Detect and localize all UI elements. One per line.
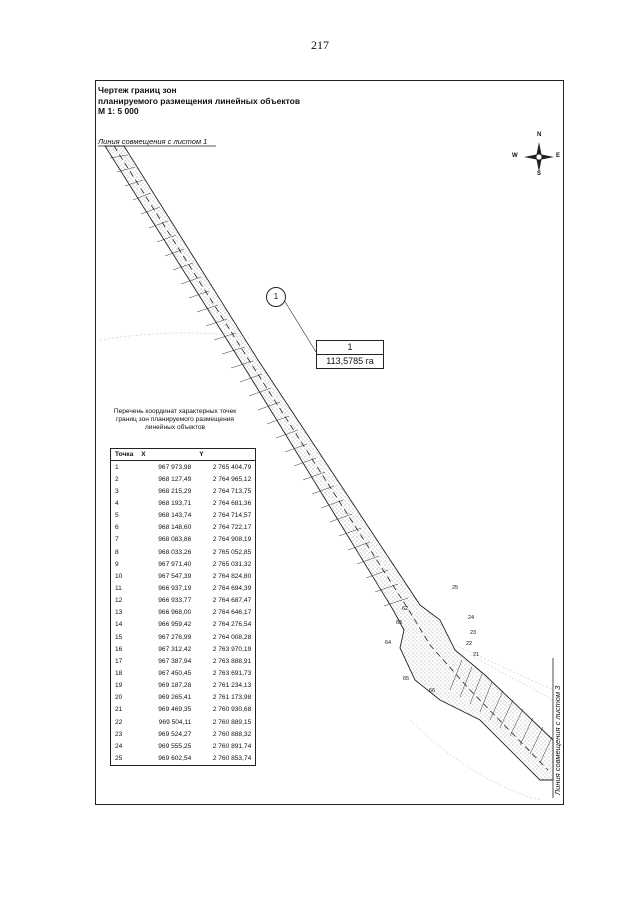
map-point-label: 25 (452, 585, 459, 591)
x-cell: 969 524,27 (158, 730, 192, 738)
x-cell: 967 450,45 (158, 669, 192, 677)
x-cell: 968 127,49 (158, 475, 192, 483)
point-cell: 15 (115, 633, 123, 641)
map-point-label: 21 (473, 652, 480, 658)
x-cell: 968 083,86 (158, 536, 192, 544)
page-number: 217 (311, 38, 329, 52)
y-cell: 2 763 970,19 (212, 645, 252, 653)
compass-rose (512, 132, 561, 178)
y-cell: 2 764 681,36 (212, 499, 252, 507)
table-row (111, 461, 256, 474)
map-point-label: 64 (385, 640, 392, 646)
title-line-2: планируемого размещения линейных объектов (98, 95, 301, 106)
x-cell: 967 276,99 (158, 633, 192, 641)
y-cell: 2 764 714,57 (212, 512, 252, 520)
y-cell: 2 761 234,13 (212, 682, 252, 690)
map-point-label: 23 (470, 630, 477, 636)
point-cell: 9 (115, 560, 119, 568)
table-row (111, 485, 256, 497)
table-row (111, 558, 256, 570)
sheet-join-line-right-label: Линия совмещения с листом 3 (553, 685, 562, 795)
table-row (111, 510, 256, 522)
title-scale: М 1: 5 000 (98, 106, 139, 116)
point-cell: 3 (115, 487, 119, 495)
sheet-join-line-top-label: Линия совмещения с листом 1 (98, 137, 208, 146)
y-cell: 2 764 908,19 (212, 536, 252, 544)
x-cell: 969 469,35 (158, 706, 192, 714)
zone-marker: 1 (266, 287, 286, 307)
point-cell: 21 (115, 706, 123, 714)
coords-table (110, 448, 256, 766)
coords-caption: Перечень координат характерных точек границ зон планируемого размещения линейных объектов (113, 408, 237, 431)
y-cell: 2 764 722,17 (212, 524, 252, 532)
y-cell: 2 760 853,74 (212, 754, 252, 762)
y-cell: 2 765 404,79 (212, 463, 252, 471)
y-cell: 2 760 888,32 (212, 730, 252, 738)
point-cell: 17 (115, 657, 123, 665)
y-cell: 2 764 824,80 (212, 572, 252, 580)
x-cell: 966 933,77 (158, 597, 192, 605)
zone-area-box (316, 340, 384, 369)
table-row (111, 522, 256, 534)
map-point-label: 65 (403, 676, 410, 682)
point-cell: 19 (115, 682, 123, 690)
map-point-label: 62 (402, 606, 409, 612)
x-cell: 968 193,71 (158, 499, 192, 507)
table-row (111, 631, 256, 643)
y-cell: 2 765 031,32 (212, 560, 252, 568)
table-row (111, 716, 256, 728)
title-line-1: Чертеж границ зон (98, 85, 177, 95)
point-cell: 2 (115, 475, 119, 483)
y-cell: 2 764 008,28 (212, 633, 252, 641)
point-cell: 24 (115, 742, 123, 750)
y-cell: 2 760 930,68 (212, 706, 252, 714)
x-cell: 967 971,40 (158, 560, 192, 568)
x-cell: 966 959,42 (158, 621, 192, 629)
y-cell: 2 763 691,73 (212, 669, 252, 677)
zone-number: 1 (317, 341, 383, 355)
header-y: Y (195, 449, 256, 461)
table-row (111, 607, 256, 619)
table-row (111, 680, 256, 692)
table-row (111, 667, 256, 679)
table-row (111, 740, 256, 752)
y-cell: 2 764 646,17 (212, 609, 252, 617)
table-row (111, 643, 256, 655)
point-cell: 25 (115, 754, 123, 762)
table-row (111, 619, 256, 631)
point-cell: 14 (115, 621, 123, 629)
y-cell: 2 760 891,74 (212, 742, 252, 750)
y-cell: 2 764 694,39 (212, 584, 252, 592)
y-cell: 2 765 052,85 (212, 548, 252, 556)
y-cell: 2 763 888,91 (212, 657, 252, 665)
zone-area: 113,5785 га (326, 356, 374, 366)
x-cell: 968 148,60 (158, 524, 192, 532)
map-point-label: 63 (396, 620, 403, 626)
point-cell: 8 (115, 548, 119, 556)
point-cell: 7 (115, 536, 119, 544)
y-cell: 2 764 965,12 (212, 475, 252, 483)
y-cell: 2 764 713,75 (212, 487, 252, 495)
point-cell: 12 (115, 597, 123, 605)
point-cell: 6 (115, 524, 119, 532)
table-row (111, 752, 256, 765)
table-row (111, 692, 256, 704)
x-cell: 967 387,94 (158, 657, 192, 665)
point-cell: 20 (115, 694, 123, 702)
map-point-label: 22 (466, 641, 473, 647)
point-cell: 23 (115, 730, 123, 738)
x-cell: 969 602,54 (158, 754, 192, 762)
compass-south: S (537, 171, 542, 177)
header-point: Точка (111, 449, 138, 461)
x-cell: 967 547,39 (158, 572, 192, 580)
header-x: X (137, 449, 195, 461)
table-row (111, 655, 256, 667)
x-cell: 966 968,00 (158, 609, 192, 617)
point-cell: 11 (115, 584, 122, 592)
coords-header-row (111, 449, 256, 461)
y-cell: 2 761 173,98 (212, 694, 252, 702)
table-row (111, 534, 256, 546)
x-cell: 969 265,41 (158, 694, 192, 702)
table-row (111, 595, 256, 607)
table-row (111, 570, 256, 582)
point-cell: 16 (115, 645, 123, 653)
table-row (111, 582, 256, 594)
compass-north: N (537, 132, 542, 138)
point-cell: 18 (115, 669, 123, 677)
table-row (111, 704, 256, 716)
x-cell: 966 937,19 (158, 584, 192, 592)
zone-leader-line (284, 300, 316, 352)
map-point-label: 66 (429, 688, 436, 694)
table-row (111, 473, 256, 485)
x-cell: 968 033,26 (158, 548, 192, 556)
table-row (111, 497, 256, 509)
table-row (111, 728, 256, 740)
x-cell: 969 504,11 (158, 718, 192, 726)
point-cell: 22 (115, 718, 123, 726)
y-cell: 2 760 889,15 (212, 718, 252, 726)
y-cell: 2 764 687,47 (212, 597, 252, 605)
x-cell: 968 143,74 (158, 512, 192, 520)
x-cell: 967 973,98 (158, 463, 192, 471)
point-cell: 5 (115, 512, 119, 520)
compass-west: W (512, 153, 518, 159)
point-cell: 13 (115, 609, 123, 617)
compass-east: E (556, 153, 561, 159)
map-point-label: 24 (468, 615, 475, 621)
point-cell: 10 (115, 572, 123, 580)
x-cell: 969 555,25 (158, 742, 192, 750)
x-cell: 969 187,28 (158, 682, 192, 690)
point-cell: 1 (115, 463, 119, 471)
x-cell: 967 312,42 (158, 645, 192, 653)
x-cell: 968 215,29 (158, 487, 192, 495)
table-row (111, 546, 256, 558)
y-cell: 2 764 276,54 (212, 621, 252, 629)
point-cell: 4 (115, 499, 119, 507)
